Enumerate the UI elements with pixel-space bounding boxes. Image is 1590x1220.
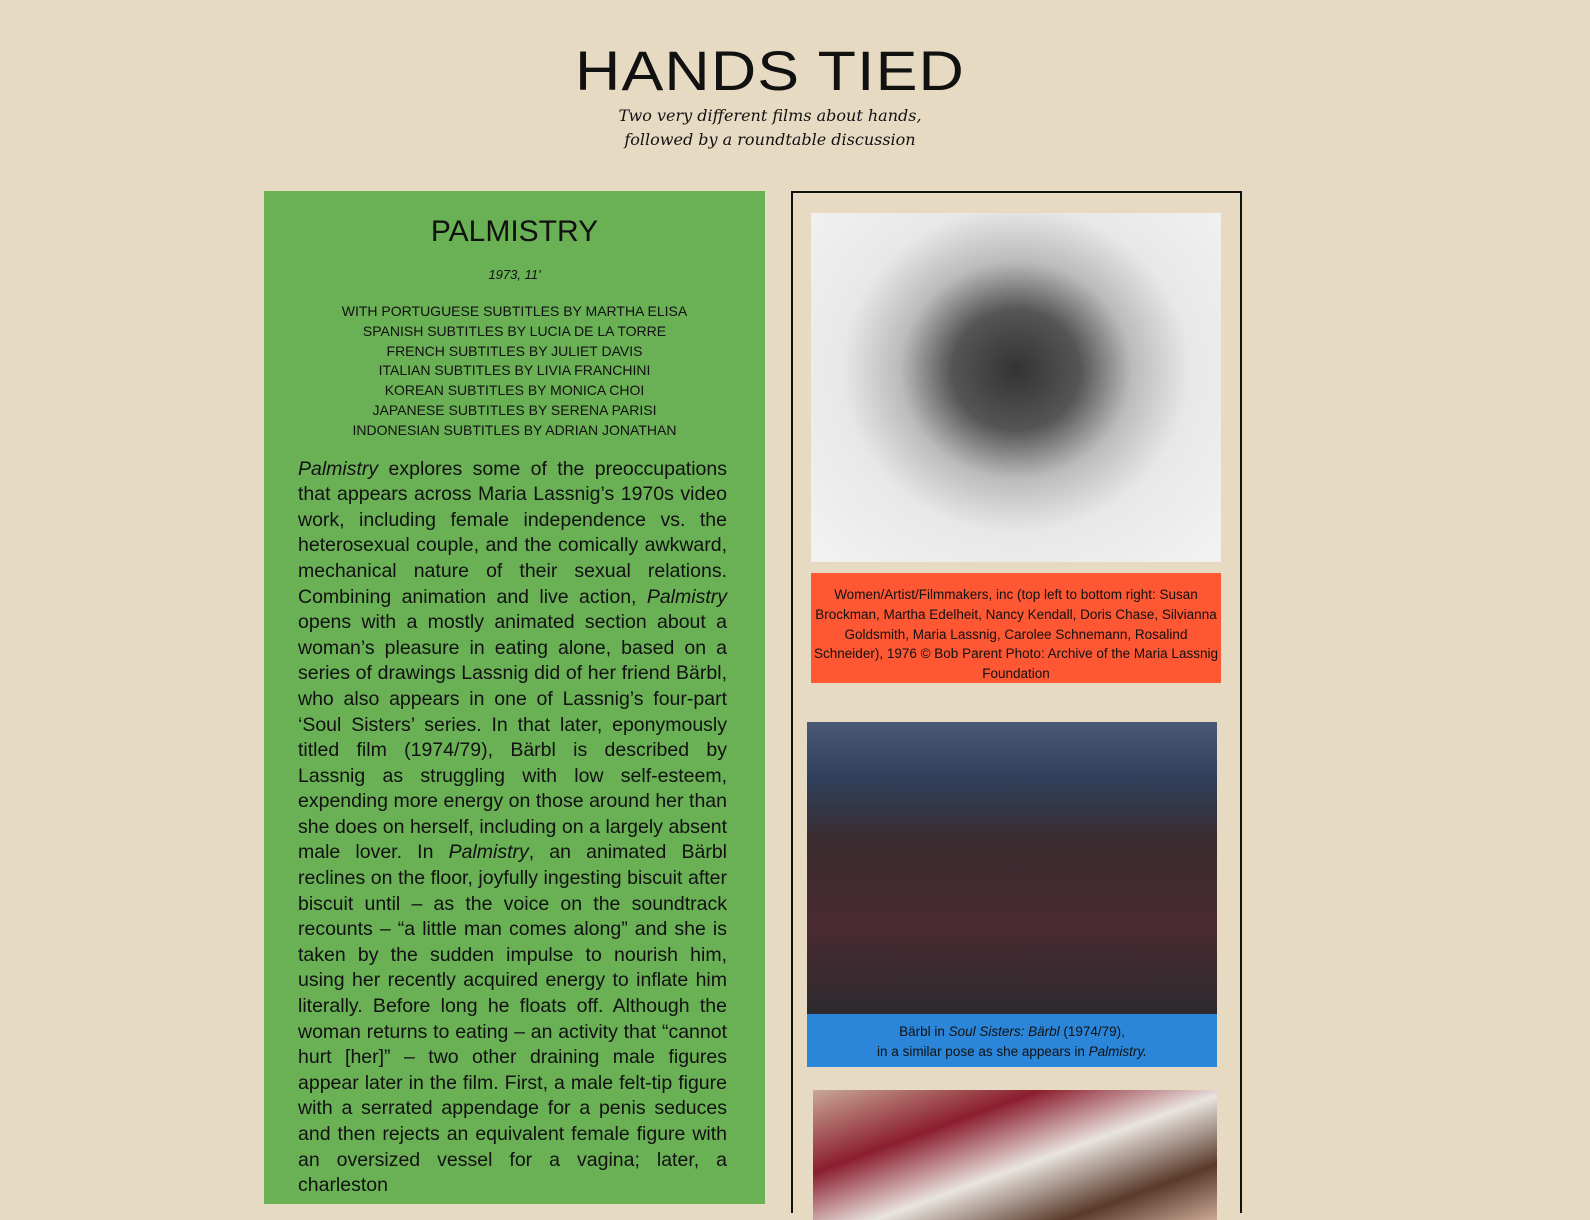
description-text: explores some of the preoccupations that appears across Maria Lassnig’s 1970s video work, including female independence vs. the heterosexual couple, and the comically awkward, mechanical nature of their sexual relations. Combining animation and live action,: [298, 457, 727, 608]
barbl-photo: [807, 722, 1217, 1014]
barbl-photo-caption: [807, 1014, 1217, 1067]
caption-text: Bärbl in: [899, 1024, 949, 1039]
film-panel: [264, 191, 765, 1204]
film-meta: 1973, 11': [488, 267, 541, 282]
image-gallery: [791, 191, 1242, 1213]
caption-film-title: Soul Sisters: Bärbl: [948, 1024, 1060, 1039]
film-title-italic: Palmistry: [646, 585, 727, 608]
still-photo: [813, 1090, 1217, 1220]
subtitle-credit: FRENCH SUBTITLES BY JULIET DAVIS: [386, 342, 643, 359]
caption-text: (1974/79),: [1059, 1024, 1125, 1039]
subtitle-line: Two very different films about hands,: [618, 106, 922, 125]
subtitle-credit: JAPANESE SUBTITLES BY SERENA PARISI: [372, 401, 657, 418]
description-text: opens with a mostly animated section about a woman’s pleasure in eating alone, based on a series of drawings Lassnig did of her friend Bärbl, who also appears in one of Lassnig’s four-part ‘Soul Sisters’ series. In that later, eponymously titled film (1974/79), Bärbl is described by Lassnig as struggling with low self-esteem, expending more energy on those around her than she does on herself, including on a largely absent male lover. In: [298, 611, 727, 864]
caption-film-title: Palmistry.: [1088, 1043, 1147, 1059]
film-description: [298, 457, 727, 1199]
subtitle-line: followed by a roundtable discussion: [624, 130, 916, 149]
subtitle-credits: [264, 302, 765, 441]
description-text: , an animated Bärbl reclines on the floor, joyfully ingesting biscuit after biscuit until – as the voice on the soundtrack recounts – “a little man comes along” and she is taken by the sudden impulse to nourish him, using her recently acquired energy to inflate him literally. Before long he floats off. Although the woman returns to eating – an activity that “cannot hurt [her]” – two other draining male figures appear later in the film. First, a male felt-tip figure with a serrated appendage for a penis seduces and then rejects an equivalent female figure with an oversized vessel for a vagina; later, a charleston: [298, 841, 728, 1197]
subtitle-credit: KOREAN SUBTITLES BY MONICA CHOI: [384, 382, 645, 399]
subtitle-credit: ITALIAN SUBTITLES BY LIVIA FRANCHINI: [378, 362, 651, 379]
page-subtitle: [0, 104, 1540, 152]
film-title-italic: Palmistry: [298, 457, 379, 480]
subtitle-credit: SPANISH SUBTITLES BY LUCIA DE LA TORRE: [362, 322, 667, 339]
film-title: PALMISTRY: [430, 215, 599, 248]
film-title-italic: Palmistry: [448, 841, 529, 864]
group-photo-caption: Women/Artist/Filmmakers, inc (top left to bottom right: Susan Brockman, Martha Edelheit, Nancy Kendall, Doris Chase, Silvianna Goldsmith, Maria Lassnig, Carolee Schnemann, Rosalind Schneider), 1976 © Bob Parent Photo: Archive of the Maria Lassnig Foundation: [811, 573, 1221, 683]
caption-text: in a similar pose as she appears in: [877, 1043, 1089, 1059]
page-title: HANDS TIED: [575, 39, 965, 102]
subtitle-credit: INDONESIAN SUBTITLES BY ADRIAN JONATHAN: [352, 421, 677, 438]
subtitle-credit: WITH PORTUGUESE SUBTITLES BY MARTHA ELISA: [341, 303, 688, 319]
group-photo: [811, 213, 1221, 562]
